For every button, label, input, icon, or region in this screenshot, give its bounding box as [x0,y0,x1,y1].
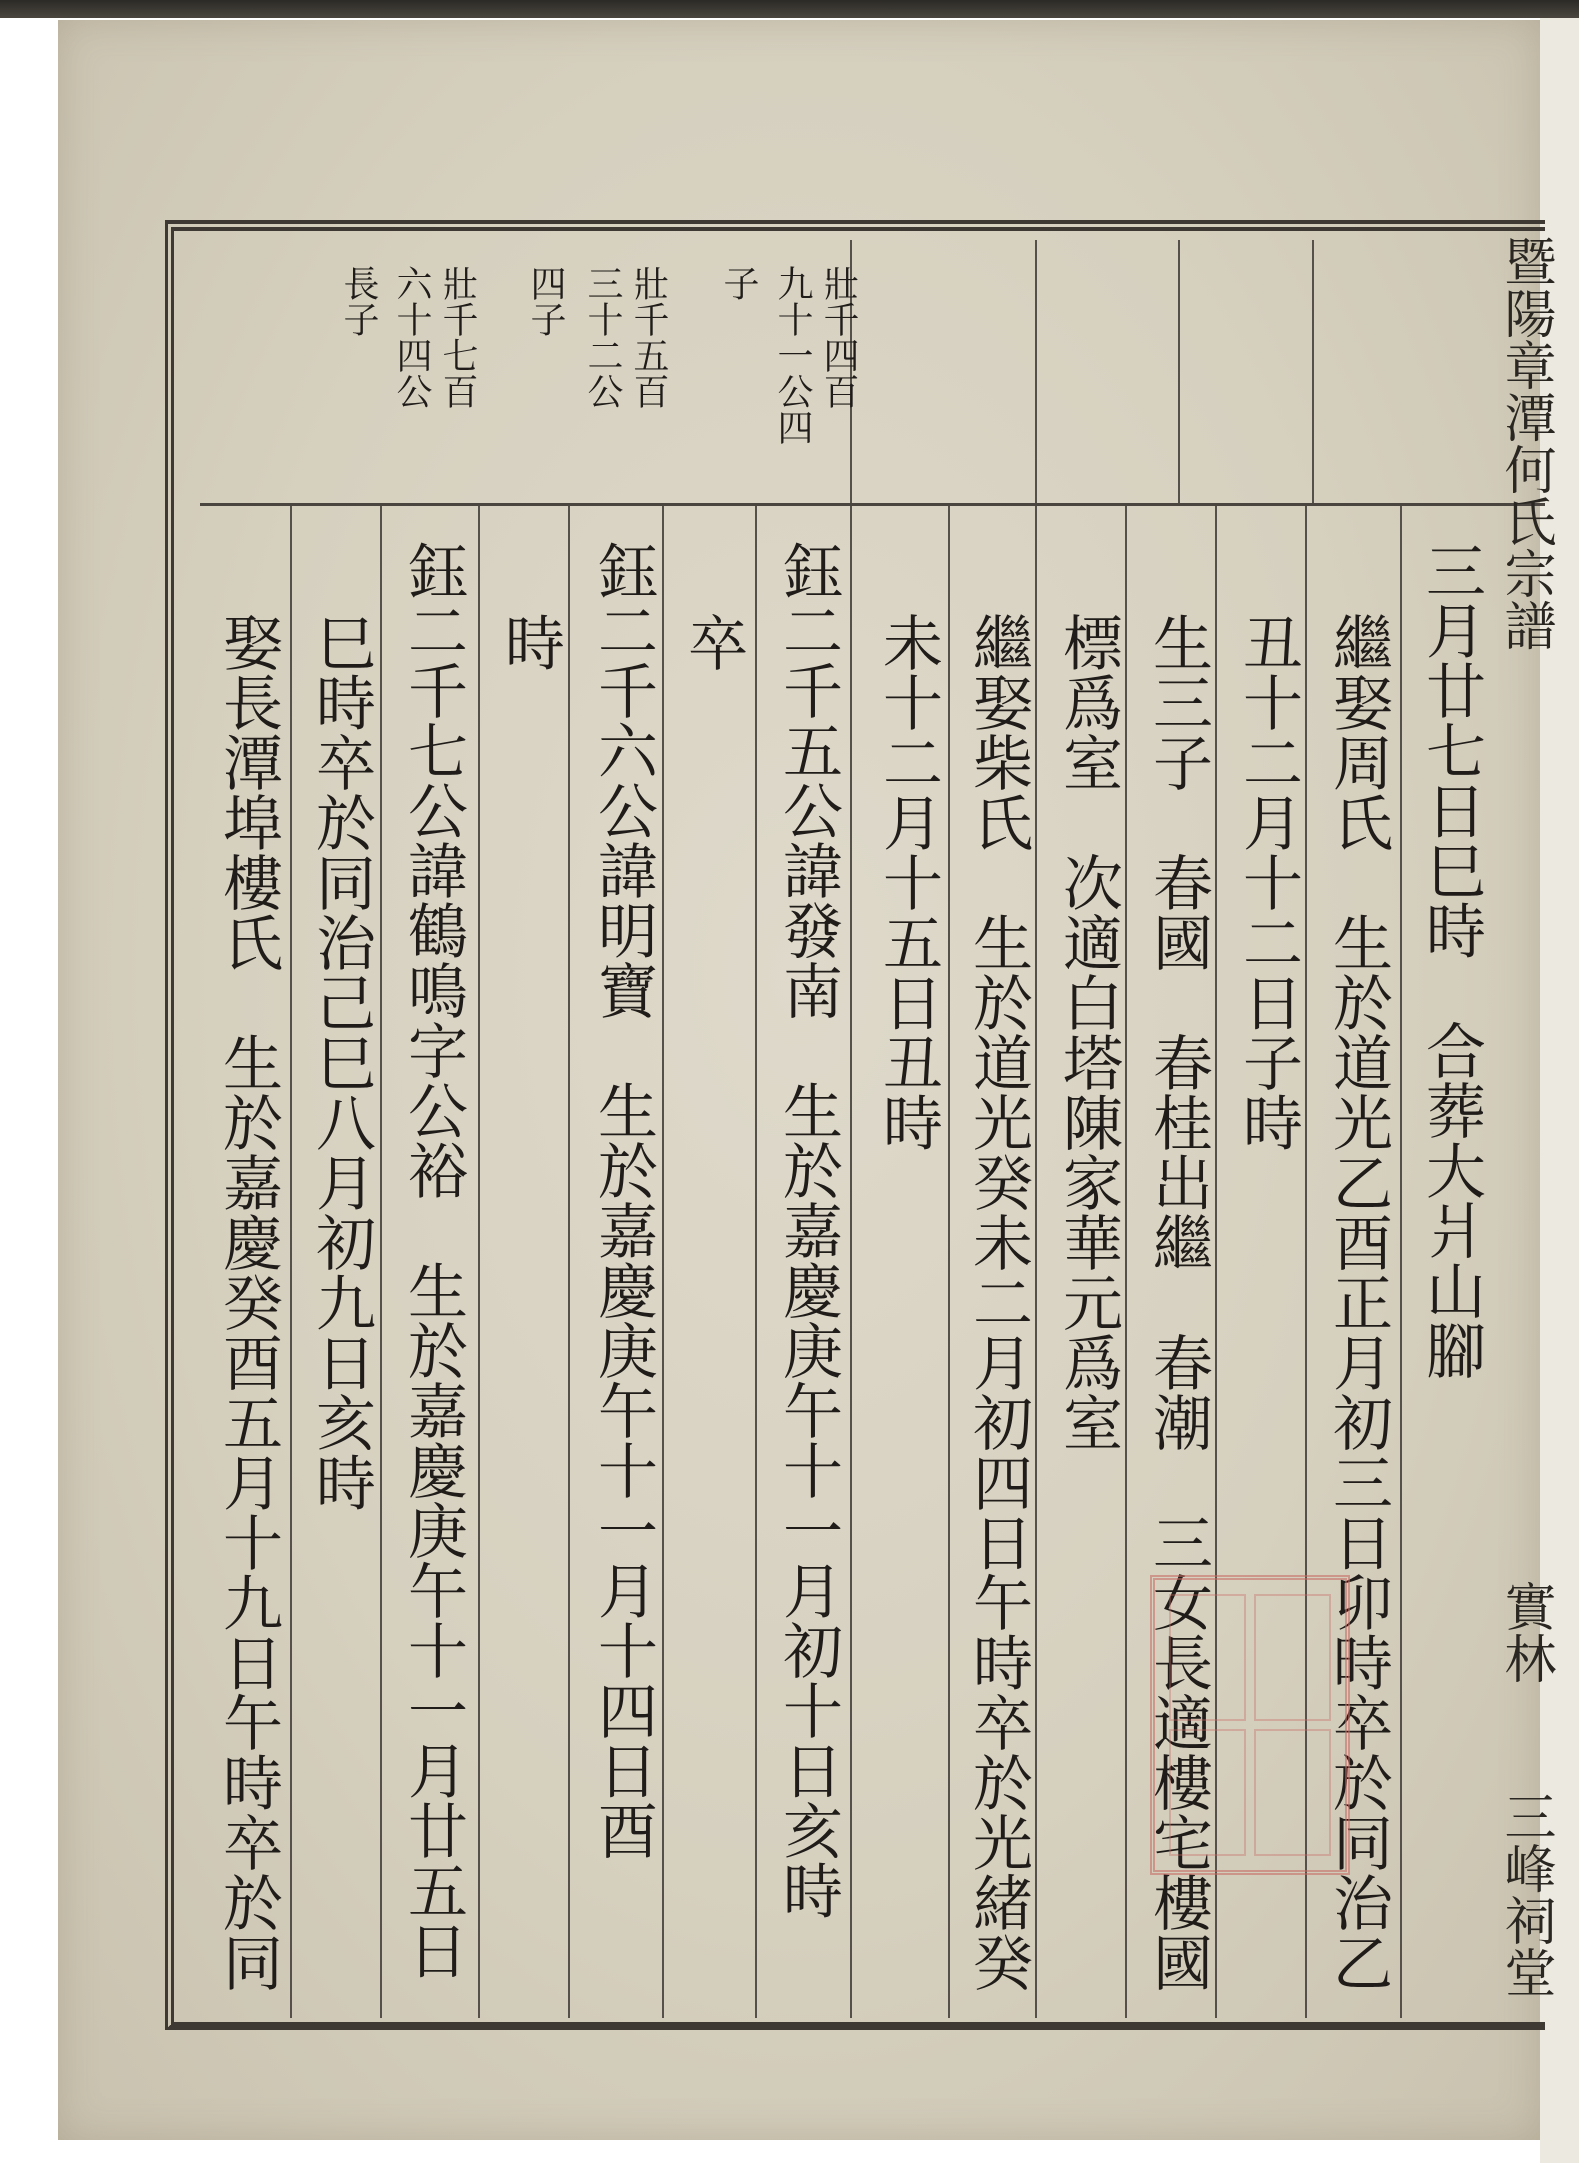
red-seal-stamp [1150,1575,1350,1875]
text-column: 鈺二千五公諱發南 生於嘉慶庚午十一月初十日亥時 [773,540,843,1920]
column-rule [568,506,570,2018]
text-column: 娶長潭埠樓氏 生於嘉慶癸酉五月十九日午時卒於同 [213,612,283,1992]
column-rule [478,506,480,2018]
register-entry-role: 四子 [525,265,566,337]
column-rule [850,506,852,2018]
register-entry-line: 三十二公 [582,265,623,409]
seal-cell [1254,1594,1331,1721]
spine-hall: 實林 [1495,1580,1555,1684]
text-column: 三月廿七日巳時 合葬大爿山腳 [1416,540,1486,1380]
seal-cell [1254,1729,1331,1856]
text-column: 鈺二千七公諱鶴鳴字公裕 生於嘉慶庚午十一月廿五日 [398,540,468,1980]
text-column: 丑十二月十二日子時 [1233,612,1303,1152]
column-rule [1312,240,1314,503]
column-rule [1035,240,1037,503]
register-entry-line: 壯千七百 [437,265,478,409]
seal-cell [1169,1729,1246,1856]
text-column: 繼娶柴氏 生於道光癸未二月初四日午時卒於光緒癸 [963,612,1033,1992]
register-entry-line: 九十一公四 [772,265,813,445]
register-divider [200,503,1545,506]
seal-cell [1169,1594,1246,1721]
spine-title: 暨陽章潭何氏宗譜 [1495,235,1555,651]
register-entry-role: 長子 [338,265,379,337]
spine-footer: 三峰祠堂 [1495,1790,1555,1998]
column-rule [1035,506,1037,2018]
text-column: 卒 [678,612,748,672]
text-column: 未十二月十五日丑時 [873,612,943,1152]
column-rule [1178,240,1180,503]
column-rule [1400,506,1402,2018]
text-column: 鈺二千六公諱明寶 生於嘉慶庚午十一月十四日酉 [588,540,658,1860]
column-rule [1125,506,1127,2018]
text-column: 巳時卒於同治己巳八月初九日亥時 [306,612,376,1512]
register-entry-role: 子 [718,265,759,301]
text-column: 時 [495,612,565,672]
register-entry-line: 壯千四百 [818,265,859,409]
column-rule [290,506,292,2018]
register-entry-line: 六十四公 [391,265,432,409]
register-entry-line: 壯千五百 [628,265,669,409]
column-rule [380,506,382,2018]
text-column: 生三子 春國 春桂出繼 春潮 三女長適樓宅樓國 [1143,612,1213,1992]
book-edge [0,0,1579,18]
text-column: 繼娶周氏 生於道光乙酉正月初三日卯時卒於同治乙 [1323,612,1393,1992]
column-rule [662,506,664,2018]
column-rule [948,506,950,2018]
text-column: 標爲室 次適白塔陳家華元爲室 [1053,612,1123,1452]
column-rule [755,506,757,2018]
